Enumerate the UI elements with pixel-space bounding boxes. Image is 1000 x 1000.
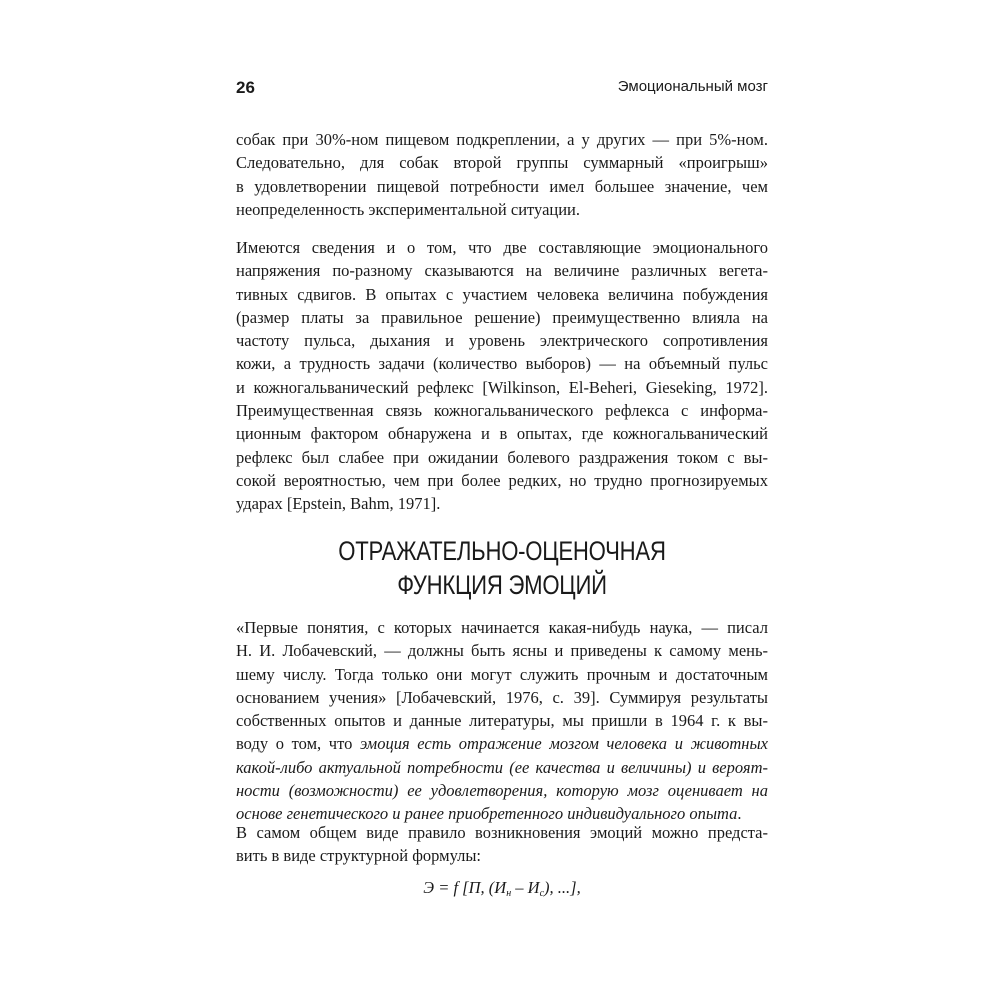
text-line: в удовлетворении пищевой потребности имел большее значение, чем bbox=[236, 176, 768, 196]
text-line: кожи, а трудность задачи (количество выборов) — на объемный пульс bbox=[236, 354, 768, 374]
text-line: частоту пульса, дыхания и уровень электрического сопротивления bbox=[236, 331, 768, 351]
formula-part: ), ...], bbox=[544, 878, 581, 897]
section-heading-line: ОТРАЖАТЕЛЬНО-ОЦЕНОЧНАЯ bbox=[338, 536, 666, 566]
text-line bbox=[236, 779, 768, 802]
text-line: собак при 30%-ном пищевом подкреплении, а у других — при 5%-ном. bbox=[236, 130, 768, 149]
text-line bbox=[236, 756, 768, 779]
text-line: сокой вероятностью, чем при более редких, но трудно прогнозируемых bbox=[236, 470, 768, 490]
text-line: рефлекс был слабее при ожидании болевого раздражения током с вы- bbox=[236, 447, 768, 467]
emphasis-text: ности (возможности) ее удовлетворения, которую мозг оценивает на bbox=[236, 781, 768, 801]
text-line: ударах [Epstein, Bahm, 1971]. bbox=[236, 494, 441, 514]
text-line: Имеются сведения и о том, что две составляющие эмоционального bbox=[236, 238, 768, 257]
text-fragment: воду о том, что bbox=[236, 734, 361, 754]
formula-subscript: с bbox=[539, 888, 545, 899]
text-line: неопределенность экспериментальной ситуации. bbox=[236, 199, 581, 219]
text-line: шему числу. Тогда только они могут служить прочным и достаточным bbox=[236, 664, 768, 684]
page-number: 26 bbox=[236, 78, 255, 97]
text-line: Следовательно, для собак второй группы суммарный «проигрыш» bbox=[236, 153, 768, 173]
paragraph-2 bbox=[236, 236, 768, 516]
text-line: Преимущественная связь кожногальванического рефлекса с информа- bbox=[236, 401, 768, 421]
formula-part: – И bbox=[511, 878, 540, 897]
structural-formula bbox=[236, 876, 768, 905]
running-title: Эмоциональный мозг bbox=[617, 78, 768, 95]
formula-subscript: н bbox=[506, 888, 512, 899]
text-line: В самом общем виде правило возникновения эмоций можно предста- bbox=[236, 823, 768, 842]
text-line: тивных сдвигов. В опытах с участием человека величина побуждения bbox=[236, 284, 768, 304]
text-line: вить в виде структурной формулы: bbox=[236, 846, 482, 866]
text-line: собственных опытов и данные литературы, мы пришли в 1964 г. к вы- bbox=[236, 711, 768, 731]
emphasis-text: какой-либо актуальной потребности (ее качества и величины) и вероят- bbox=[236, 757, 768, 777]
section-heading-line: ФУНКЦИЯ ЭМОЦИЙ bbox=[397, 570, 607, 600]
text-line: «Первые понятия, с которых начинается какая-нибудь наука, — писал bbox=[236, 618, 768, 637]
page-header bbox=[236, 78, 768, 100]
text-line: и кожногальванический рефлекс [Wilkinson, El-Beheri, Gieseking, 1972]. bbox=[236, 377, 768, 397]
paragraph-1 bbox=[236, 128, 768, 221]
text-fragment: . bbox=[737, 804, 742, 824]
text-line: Н. И. Лобачевский, — должны быть ясны и приведены к самому мень- bbox=[236, 641, 768, 661]
text-line bbox=[236, 732, 768, 755]
text-line: ционным фактором обнаружена и в опытах, где кожногальванический bbox=[236, 424, 768, 444]
emphasis-text: эмоция есть отражение мозгом человека и животных bbox=[360, 734, 768, 754]
paragraph-3 bbox=[236, 616, 768, 826]
text-line: напряжения по-разному сказываются на величине различных вегета- bbox=[236, 261, 768, 281]
text-line: (размер платы за правильное решение) преимущественно влияла на bbox=[236, 307, 768, 327]
formula-part: Э = f [П, (И bbox=[423, 878, 507, 897]
emphasis-text: основе генетического и ранее приобретенного индивидуального опыта bbox=[236, 804, 738, 824]
text-line: основанием учения» [Лобачевский, 1976, с. 39]. Суммируя результаты bbox=[236, 687, 768, 707]
section-heading bbox=[284, 534, 720, 602]
paragraph-4 bbox=[236, 821, 768, 868]
